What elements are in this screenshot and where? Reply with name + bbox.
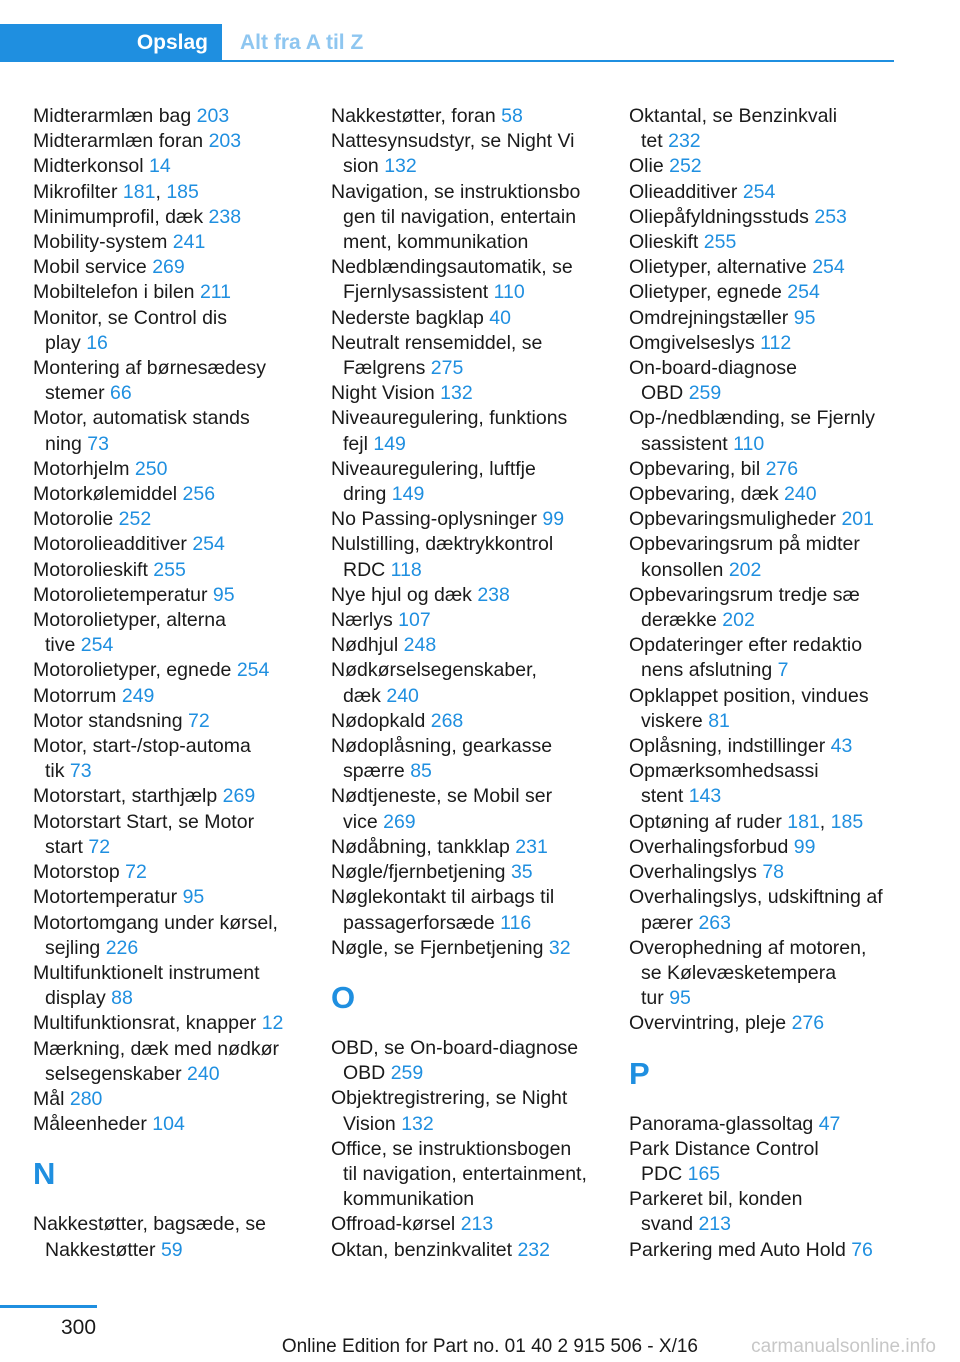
index-entry — [331, 331, 601, 381]
index-entry — [629, 331, 899, 356]
index-term: Nye hjul og dæk — [331, 583, 478, 606]
page-link[interactable]: 269 — [222, 785, 256, 808]
index-term: Nødkørselsegenskaber, dæk — [331, 659, 537, 707]
page-link[interactable]: 95 — [793, 306, 816, 329]
index-entry — [33, 406, 303, 456]
index-term: Oliepåfyldningsstuds — [629, 205, 815, 228]
index-entry — [33, 709, 303, 734]
page-link[interactable]: 32 — [548, 936, 571, 959]
index-term: Mobiltelefon i bilen — [33, 281, 200, 304]
page-link[interactable]: 110 — [733, 432, 765, 455]
index-term: Oktan, benzinkvalitet — [331, 1238, 518, 1261]
index-term: Nedblændingsautomatik, se Fjernlysassistent — [331, 256, 573, 304]
page-link[interactable]: 104 — [152, 1113, 185, 1136]
index-term: Omgivelseslys — [629, 331, 761, 354]
index-term: Motorstart Start, se Motor start — [33, 810, 255, 858]
index-term: Nederste bagklap — [331, 306, 490, 329]
index-term: Nulstilling, dæktrykkontrol RDC — [331, 533, 554, 581]
index-entry — [629, 104, 899, 154]
index-entry — [33, 154, 303, 179]
index-term: Nødoplåsning, gearkasse spærre — [331, 735, 553, 783]
index-term: Motorrum — [33, 684, 122, 707]
index-term: Neutralt rensemiddel, se Fælgrens — [331, 331, 543, 380]
page-link[interactable]: 269 — [383, 810, 416, 833]
index-term: Overhalingsforbud — [629, 835, 794, 858]
page-separator: , — [819, 810, 831, 833]
index-entry — [629, 306, 899, 331]
index-entry — [629, 684, 899, 734]
index-entry — [331, 1137, 601, 1213]
index-entry — [629, 860, 899, 885]
page-link[interactable]: 255 — [703, 231, 737, 254]
page-link[interactable]: 263 — [698, 911, 731, 934]
index-term: Overvintring, pleje — [629, 1012, 792, 1035]
page-link[interactable]: 202 — [722, 609, 755, 632]
index-term: Mikrofilter — [33, 180, 123, 203]
index-term: Mobil service — [33, 256, 153, 279]
index-entry — [629, 356, 899, 406]
page-separator: , — [155, 180, 167, 203]
page-link[interactable]: 85 — [410, 760, 432, 783]
page-link[interactable]: 16 — [86, 331, 108, 354]
page-link[interactable]: 73 — [69, 760, 92, 783]
page-link[interactable]: 252 — [118, 508, 152, 531]
page-link[interactable]: 72 — [188, 709, 210, 732]
page-link[interactable]: 254 — [742, 180, 776, 203]
footer-accent-bar — [0, 1305, 97, 1308]
page-link[interactable]: 110 — [493, 281, 525, 304]
index-entry — [629, 835, 899, 860]
page-link[interactable]: 99 — [542, 508, 565, 531]
index-entry — [33, 306, 303, 356]
page-link[interactable]: 185 — [166, 180, 199, 203]
index-term: Oktantal, se Benzinkvali tet — [629, 105, 838, 153]
index-entry — [33, 457, 303, 482]
index-term: Office, se instruktionsbogen til navigation, entertainment, kommunikation — [331, 1137, 587, 1211]
index-entry — [331, 1212, 601, 1237]
index-entry — [33, 784, 303, 809]
index-entry — [33, 356, 303, 406]
index-term: Panorama-glassoltag — [629, 1112, 819, 1135]
page-link[interactable]: 276 — [765, 457, 799, 480]
page-link[interactable]: 143 — [688, 785, 722, 808]
index-term: Olieadditiver — [629, 180, 743, 203]
tab-alt-fra-a-til-z[interactable]: Alt fra A til Z — [240, 31, 364, 54]
index-entry — [33, 558, 303, 583]
index-entry — [33, 1087, 303, 1112]
index-entry — [629, 180, 899, 205]
index-entry — [629, 1137, 899, 1187]
page-link[interactable]: 232 — [668, 130, 701, 153]
index-entry — [331, 936, 601, 961]
index-entry — [331, 381, 601, 406]
index-entry — [331, 1238, 601, 1263]
index-term: Motorolie — [33, 508, 119, 531]
page-link[interactable]: 132 — [440, 382, 473, 405]
index-entry — [629, 1238, 899, 1263]
page-link[interactable]: 116 — [500, 911, 532, 934]
index-term: Opbevaring, bil — [629, 457, 766, 480]
index-entry — [331, 860, 601, 885]
index-entry — [331, 180, 601, 256]
index-term: Optøning af ruder — [629, 810, 788, 833]
page-link[interactable]: 276 — [791, 1012, 825, 1035]
page-link[interactable]: 72 — [88, 835, 111, 858]
index-entry — [629, 230, 899, 255]
index-term: Multifunktionsrat, knapper — [33, 1012, 262, 1035]
index-entry — [331, 406, 601, 456]
page-link[interactable]: 203 — [196, 105, 230, 127]
index-entry — [331, 835, 601, 860]
page-link[interactable]: 232 — [517, 1238, 550, 1261]
index-entry — [33, 1112, 303, 1137]
index-entry — [33, 810, 303, 860]
index-term: Parkering med Auto Hold — [629, 1238, 852, 1261]
page-link[interactable]: 250 — [134, 457, 168, 480]
index-entry — [33, 482, 303, 507]
index-entry — [629, 1011, 899, 1036]
page-link[interactable]: 254 — [80, 634, 114, 657]
index-column-3 — [629, 104, 899, 1263]
page-link[interactable]: 248 — [403, 634, 437, 657]
index-term: Opbevaringsrum tredje sæ derække — [629, 583, 860, 632]
index-term: Olietyper, egnede — [629, 281, 788, 304]
page-link[interactable]: 231 — [515, 835, 548, 858]
page-link[interactable]: 255 — [153, 558, 186, 581]
index-entry — [629, 885, 899, 935]
edition-text: Online Edition for Part no. 01 40 2 915 506 - X/16 — [281, 1336, 698, 1357]
index-term: Motortemperatur — [33, 886, 183, 909]
index-entry — [629, 532, 899, 582]
index-term: Parkeret bil, konden svand — [629, 1188, 803, 1236]
index-term: Montering af børnesædesy stemer — [33, 357, 267, 405]
index-entry — [33, 180, 303, 205]
index-term: Nærlys — [331, 609, 399, 632]
index-entry — [629, 1187, 899, 1237]
page-link[interactable]: 240 — [386, 684, 419, 707]
index-entry — [629, 1112, 899, 1137]
index-entry — [331, 306, 601, 331]
page-link[interactable]: 241 — [172, 231, 206, 254]
index-term: Minimumprofil, dæk — [33, 205, 209, 228]
index-entry — [629, 810, 899, 835]
index-term: Nøgle, se Fjernbetjening — [331, 936, 549, 959]
index-term: Motorolietemperatur — [33, 583, 213, 606]
index-term: On-board-diagnose OBD — [629, 357, 798, 405]
index-entry — [33, 583, 303, 608]
page-link[interactable]: 252 — [669, 155, 702, 178]
index-term: Motorstop — [33, 861, 126, 884]
index-term: Nattesynsudstyr, se Night Vi sion — [331, 130, 575, 178]
index-entry — [331, 532, 601, 582]
index-term: Nakkestøtter, foran — [331, 105, 502, 127]
page-link[interactable]: 95 — [212, 583, 235, 606]
page-link[interactable]: 73 — [87, 432, 109, 455]
page-link[interactable]: 253 — [814, 205, 847, 228]
index-term: Nakkestøtter, bagsæde, se Nakkestøtter — [33, 1213, 267, 1261]
page-link[interactable]: 259 — [688, 382, 722, 405]
index-term: Olieskift — [629, 231, 704, 254]
index-term: Motor, start-/stop-automa tik — [33, 735, 251, 783]
page-link[interactable]: 88 — [111, 987, 133, 1010]
section-letter: O — [331, 979, 356, 1015]
index-term: Opbevaringsmuligheder — [629, 508, 842, 531]
page-link[interactable]: 149 — [373, 432, 406, 455]
page-number: 300 — [61, 1316, 97, 1339]
index-entry — [33, 280, 303, 305]
page-link[interactable]: 254 — [192, 533, 225, 556]
index-entry — [33, 532, 303, 557]
index-term: Nødhjul — [331, 634, 404, 657]
index-entry — [331, 129, 601, 179]
index-term: Nøglekontakt til airbags til passagerforsæde — [331, 886, 555, 934]
index-entry — [331, 1036, 601, 1086]
index-entry — [331, 457, 601, 507]
index-term: Motorstart, starthjælp — [33, 785, 223, 808]
index-term: Multifunktionelt instrument display — [33, 961, 260, 1010]
index-entry — [33, 860, 303, 885]
page-link[interactable]: 112 — [760, 331, 792, 354]
page-link[interactable]: 185 — [830, 810, 864, 833]
index-entry — [33, 1037, 303, 1087]
index-entry — [331, 608, 601, 633]
index-term: Motorhjelm — [33, 457, 135, 480]
index-entry — [33, 255, 303, 280]
index-term: Opbevaringsrum på midter konsollen — [629, 533, 860, 581]
page-link[interactable]: 259 — [390, 1062, 424, 1085]
page-link[interactable]: 238 — [477, 583, 510, 606]
index-term: Midterarmlæn bag — [33, 105, 197, 127]
index-term: Motortomgang under kørsel, sejling — [33, 911, 278, 959]
index-term: Olietyper, alternative — [629, 256, 813, 279]
section-letter: N — [33, 1156, 56, 1192]
page-link[interactable]: 66 — [110, 382, 132, 405]
index-term: Motorolietyper, egnede — [33, 659, 237, 682]
page-link[interactable]: 107 — [398, 609, 431, 632]
index-entry — [629, 205, 899, 230]
index-entry — [629, 255, 899, 280]
index-entry — [629, 734, 899, 759]
header-bar — [0, 24, 894, 62]
index-entry — [331, 709, 601, 734]
page-link[interactable]: 72 — [125, 861, 147, 884]
index-term: Nødopkald — [331, 709, 431, 732]
tab-opslag[interactable]: Opslag — [0, 24, 222, 62]
section-letter: P — [629, 1055, 650, 1091]
index-column-1 — [33, 104, 303, 1263]
page-link[interactable]: 254 — [787, 281, 820, 304]
index-entry — [629, 936, 899, 1012]
index-term: Mobility-system — [33, 231, 173, 254]
index-term: Niveauregulering, luftfje dring — [331, 457, 536, 506]
page-link[interactable]: 249 — [121, 684, 155, 707]
index-term: Motorolieskift — [33, 558, 154, 581]
index-term: Mål — [33, 1087, 70, 1110]
index-term: Monitor, se Control dis play — [33, 306, 228, 354]
index-term: Opbevaring, dæk — [629, 483, 785, 506]
index-entry — [33, 104, 303, 129]
index-entry — [331, 633, 601, 658]
index-entry — [33, 658, 303, 683]
page-link[interactable]: 268 — [430, 709, 464, 732]
index-term: Opklappet position, vindues viskere — [629, 684, 869, 732]
index-term: Nødåbning, tankklap — [331, 835, 516, 858]
index-term: Offroad-kørsel — [331, 1213, 461, 1236]
page-link[interactable]: 238 — [208, 205, 242, 228]
header-divider — [0, 60, 894, 62]
page-link[interactable]: 59 — [160, 1238, 183, 1261]
page-link[interactable]: 58 — [501, 105, 523, 127]
page-link[interactable]: 12 — [261, 1012, 284, 1035]
page-link[interactable]: 240 — [187, 1062, 220, 1085]
index-entry — [629, 154, 899, 179]
index-entry — [33, 1212, 303, 1262]
index-entry — [629, 583, 899, 633]
index-entry — [629, 457, 899, 482]
index-entry — [331, 583, 601, 608]
page-link[interactable]: 254 — [236, 659, 270, 682]
index-term: Motorkølemiddel — [33, 483, 183, 506]
index-entry — [629, 759, 899, 809]
index-entry — [331, 658, 601, 708]
page-link[interactable]: 81 — [708, 709, 730, 732]
page-link[interactable]: 78 — [762, 861, 785, 884]
index-entry — [33, 684, 303, 709]
page-link[interactable]: 202 — [728, 558, 762, 581]
page-link[interactable]: 201 — [841, 508, 874, 531]
page-link[interactable]: 181 — [122, 180, 156, 203]
index-term: Midterkonsol — [33, 155, 149, 178]
index-term: Midterarmlæn foran — [33, 130, 209, 153]
page-link[interactable]: 47 — [818, 1112, 841, 1135]
index-term: Motorolieadditiver — [33, 533, 193, 556]
page-link[interactable]: 165 — [687, 1162, 721, 1185]
index-entry — [33, 885, 303, 910]
page-link[interactable]: 240 — [784, 483, 817, 506]
index-entry — [629, 633, 899, 683]
page-link[interactable]: 269 — [152, 256, 185, 279]
index-term: Nødtjeneste, se Mobil ser vice — [331, 785, 553, 833]
page-link[interactable]: 43 — [830, 735, 853, 758]
index-term: Motorolietyper, alterna tive — [33, 609, 226, 657]
index-entry — [629, 482, 899, 507]
index-term: Niveauregulering, funktions fejl — [331, 407, 568, 455]
index-entry — [33, 911, 303, 961]
index-term: Olie — [629, 155, 670, 178]
index-entry — [629, 280, 899, 305]
index-term: Op-/nedblænding, se Fjernly sassistent — [629, 407, 876, 455]
index-entry — [33, 1011, 303, 1036]
index-entry — [33, 961, 303, 1011]
page-link[interactable]: 7 — [777, 659, 789, 682]
index-column-2 — [331, 104, 601, 1263]
page-link[interactable]: 203 — [208, 130, 242, 153]
index-term: Navigation, se instruktionsbo gen til navigation, entertain ment, kommunikation — [331, 180, 581, 254]
index-entry — [33, 608, 303, 658]
index-entry — [331, 784, 601, 834]
page-link[interactable]: 40 — [489, 306, 511, 329]
page-link[interactable]: 95 — [182, 886, 205, 909]
index-term: Opdateringer efter redaktio nens afslutning — [629, 634, 863, 682]
index-entry — [331, 734, 601, 784]
index-term: Motor standsning — [33, 709, 189, 732]
page-link[interactable]: 181 — [787, 810, 820, 833]
page-link[interactable]: 95 — [669, 987, 691, 1010]
index-term: Motor, automatisk stands ning — [33, 407, 250, 455]
index-entry — [33, 230, 303, 255]
page-link[interactable]: 132 — [401, 1112, 434, 1135]
index-term: Opmærksomhedsassi stent — [629, 760, 819, 808]
page-link[interactable]: 76 — [851, 1238, 873, 1261]
page-link[interactable]: 280 — [69, 1087, 103, 1110]
page-link[interactable]: 99 — [793, 835, 816, 858]
index-term: Objektregistrering, se Night Vision — [331, 1087, 568, 1135]
page-link[interactable]: 118 — [390, 558, 422, 581]
index-entry — [331, 507, 601, 532]
index-entry — [629, 507, 899, 532]
page-link[interactable]: 256 — [182, 483, 216, 506]
page-link[interactable]: 254 — [812, 256, 845, 279]
index-term: Overhalingslys — [629, 861, 763, 884]
index-term: Night Vision — [331, 382, 441, 405]
index-entry — [331, 104, 601, 129]
index-entry — [331, 885, 601, 935]
page-link[interactable]: 226 — [105, 936, 139, 959]
index-term: Mærkning, dæk med nødkør selsegenskaber — [33, 1037, 279, 1085]
watermark: carmanualsonline.info — [751, 1336, 936, 1357]
index-entry — [33, 205, 303, 230]
page-link[interactable]: 213 — [698, 1213, 731, 1236]
page-link[interactable]: 149 — [391, 483, 425, 506]
index-term: No Passing-oplysninger — [331, 508, 543, 531]
index-term: Park Distance Control PDC — [629, 1137, 819, 1185]
index-entry — [33, 507, 303, 532]
index-entry — [629, 406, 899, 456]
index-term: Nøgle/fjernbetjening — [331, 861, 511, 884]
page-link[interactable]: 211 — [199, 281, 232, 304]
index-term: OBD, se On-board-diagnose OBD — [331, 1036, 579, 1085]
index-term: Måleenheder — [33, 1113, 153, 1136]
index-entry — [33, 734, 303, 784]
index-entry — [331, 1086, 601, 1136]
index-term: Overophedning af motoren, se Kølevæsketempera tur — [629, 936, 867, 1010]
page-link[interactable]: 35 — [510, 861, 533, 884]
index-term: Omdrejningstæller — [629, 306, 794, 329]
page-link[interactable]: 213 — [460, 1213, 494, 1236]
index-term: Oplåsning, indstillinger — [629, 735, 831, 758]
index-entry — [331, 255, 601, 305]
index-term: Overhalingslys, udskiftning af pærer — [629, 886, 883, 934]
page-link[interactable]: 132 — [384, 155, 417, 178]
page-link[interactable]: 14 — [148, 155, 171, 178]
page-link[interactable]: 275 — [430, 357, 464, 380]
index-entry — [33, 129, 303, 154]
